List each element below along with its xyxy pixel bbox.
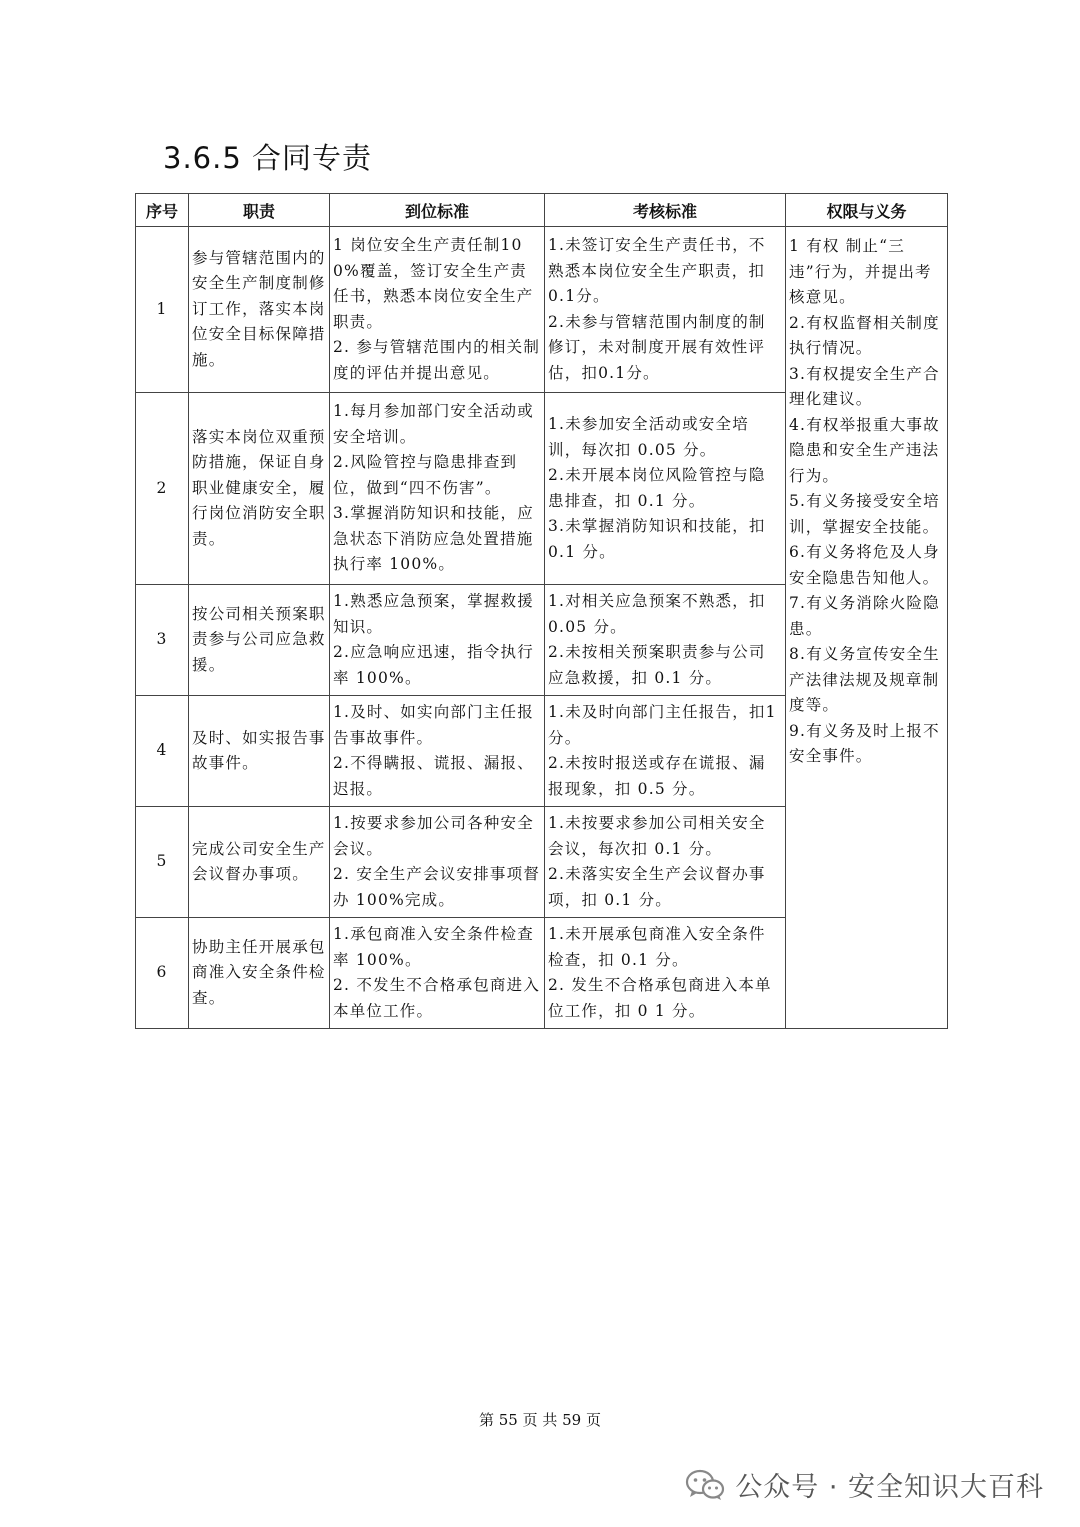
row-number: 2 <box>136 393 189 585</box>
standard-cell <box>330 918 545 1029</box>
duty-cell: 协助主任开展承包商准入安全条件检查。 <box>189 918 330 1029</box>
header-standard: 到位标准 <box>330 194 545 227</box>
standard-item: 2. 不发生不合格承包商进入本单位工作。 <box>333 976 541 1020</box>
standard-item: 1.承包商准入安全条件检查率 100%。 <box>333 925 534 969</box>
assessment-item: 2.未开展本岗位风险管控与隐患排查，扣 0.1 分。 <box>548 466 766 510</box>
rights-item: 8.有义务宣传安全生产法律法规及规章制度等。 <box>789 645 940 714</box>
table-row <box>136 227 948 393</box>
rights-cell <box>786 227 948 1029</box>
row-number: 1 <box>136 227 189 393</box>
assessment-item: 3.未掌握消防知识和技能，扣0.1 分。 <box>548 517 766 561</box>
rights-item: 1 有权 制止“三违”行为，并提出考核意见。 <box>789 237 932 306</box>
row-number: 6 <box>136 918 189 1029</box>
standard-item: 2.风险管控与隐患排查到位，做到“四不伤害”。 <box>333 453 518 497</box>
standard-item: 1 岗位安全生产责任制100%覆盖，签订安全生产责任书，熟悉本岗位安全生产职责。 <box>333 236 534 331</box>
assessment-item: 1.未开展承包商准入安全条件检查，扣 0.1 分。 <box>548 925 766 969</box>
standard-cell <box>330 585 545 696</box>
assessment-cell <box>545 696 786 807</box>
standard-cell <box>330 393 545 585</box>
assessment-item: 1.对相关应急预案不熟悉，扣0.05 分。 <box>548 592 766 636</box>
duty-table <box>135 193 948 1029</box>
row-number: 5 <box>136 807 189 918</box>
assessment-cell <box>545 585 786 696</box>
wechat-icon <box>685 1468 725 1502</box>
row-number: 4 <box>136 696 189 807</box>
header-duty: 职责 <box>189 194 330 227</box>
standard-cell <box>330 696 545 807</box>
assessment-cell <box>545 807 786 918</box>
assessment-cell <box>545 393 786 585</box>
row-number: 3 <box>136 585 189 696</box>
rights-item: 5.有义务接受安全培训，掌握安全技能。 <box>789 492 940 536</box>
header-rights: 权限与义务 <box>786 194 948 227</box>
standard-cell <box>330 227 545 393</box>
standard-item: 2.应急响应迅速，指令执行率 100%。 <box>333 643 534 687</box>
duty-cell: 完成公司安全生产会议督办事项。 <box>189 807 330 918</box>
assessment-item: 2. 发生不合格承包商进入本单位工作，扣 0 1 分。 <box>548 976 772 1020</box>
assessment-item: 1.未按要求参加公司相关安全会议，每次扣 0.1 分。 <box>548 814 766 858</box>
assessment-item: 2.未按时报送或存在谎报、漏报现象，扣 0.5 分。 <box>548 754 766 798</box>
standard-item: 2. 参与管辖范围内的相关制度的评估并提出意见。 <box>333 338 541 382</box>
assessment-item: 2.未参与管辖范围内制度的制修订，未对制度开展有效性评估，扣0.1分。 <box>548 312 766 382</box>
assessment-item: 2.未按相关预案职责参与公司应急救援，扣 0.1 分。 <box>548 643 766 687</box>
standard-item: 2. 安全生产会议安排事项督办 100%完成。 <box>333 865 541 909</box>
duty-cell: 按公司相关预案职责参与公司应急救援。 <box>189 585 330 696</box>
page-number: 第 55 页 共 59 页 <box>478 1411 601 1429</box>
standard-item: 1.按要求参加公司各种安全会议。 <box>333 814 534 858</box>
section-title: 3.6.5 合同专责 <box>163 141 373 175</box>
assessment-cell <box>545 227 786 393</box>
assessment-item: 1.未签订安全生产责任书，不熟悉本岗位安全生产职责，扣0.1分。 <box>548 236 766 305</box>
standard-item: 1.熟悉应急预案，掌握救援知识。 <box>333 592 534 636</box>
rights-item: 9.有义务及时上报不安全事件。 <box>789 721 940 765</box>
assessment-item: 2.未落实安全生产会议督办事项，扣 0.1 分。 <box>548 865 766 909</box>
duty-cell: 及时、如实报告事故事件。 <box>189 696 330 807</box>
table-header-row <box>136 194 948 227</box>
watermark-text: 公众号 · 安全知识大百科 <box>735 1472 1044 1503</box>
rights-item: 4.有权举报重大事故隐患和安全生产违法行为。 <box>789 415 940 485</box>
watermark <box>685 1465 1044 1504</box>
header-assessment: 考核标准 <box>545 194 786 227</box>
standard-item: 1.每月参加部门安全活动或安全培训。 <box>333 402 534 446</box>
duty-cell: 参与管辖范围内的安全生产制度制修订工作，落实本岗位安全目标保障措施。 <box>189 227 330 393</box>
rights-item: 6.有义务将危及人身安全隐患告知他人。 <box>789 543 940 587</box>
rights-item: 2.有权监督相关制度执行情况。 <box>789 313 940 357</box>
header-no: 序号 <box>136 194 189 227</box>
duty-cell: 落实本岗位双重预防措施，保证自身职业健康安全，履行岗位消防安全职责。 <box>189 393 330 585</box>
rights-item: 3.有权提安全生产合理化建议。 <box>789 364 940 408</box>
standard-item: 1.及时、如实向部门主任报告事故事件。 <box>333 703 534 747</box>
standard-cell <box>330 807 545 918</box>
rights-item: 7.有义务消除火险隐患。 <box>789 594 940 638</box>
assessment-item: 1.未及时向部门主任报告，扣1 分。 <box>548 703 777 747</box>
standard-item: 3.掌握消防知识和技能，应急状态下消防应急处置措施执行率 100%。 <box>333 504 534 574</box>
assessment-cell <box>545 918 786 1029</box>
assessment-item: 1.未参加安全活动或安全培训，每次扣 0.05 分。 <box>548 415 749 459</box>
standard-item: 2.不得瞒报、谎报、漏报、迟报。 <box>333 754 534 798</box>
